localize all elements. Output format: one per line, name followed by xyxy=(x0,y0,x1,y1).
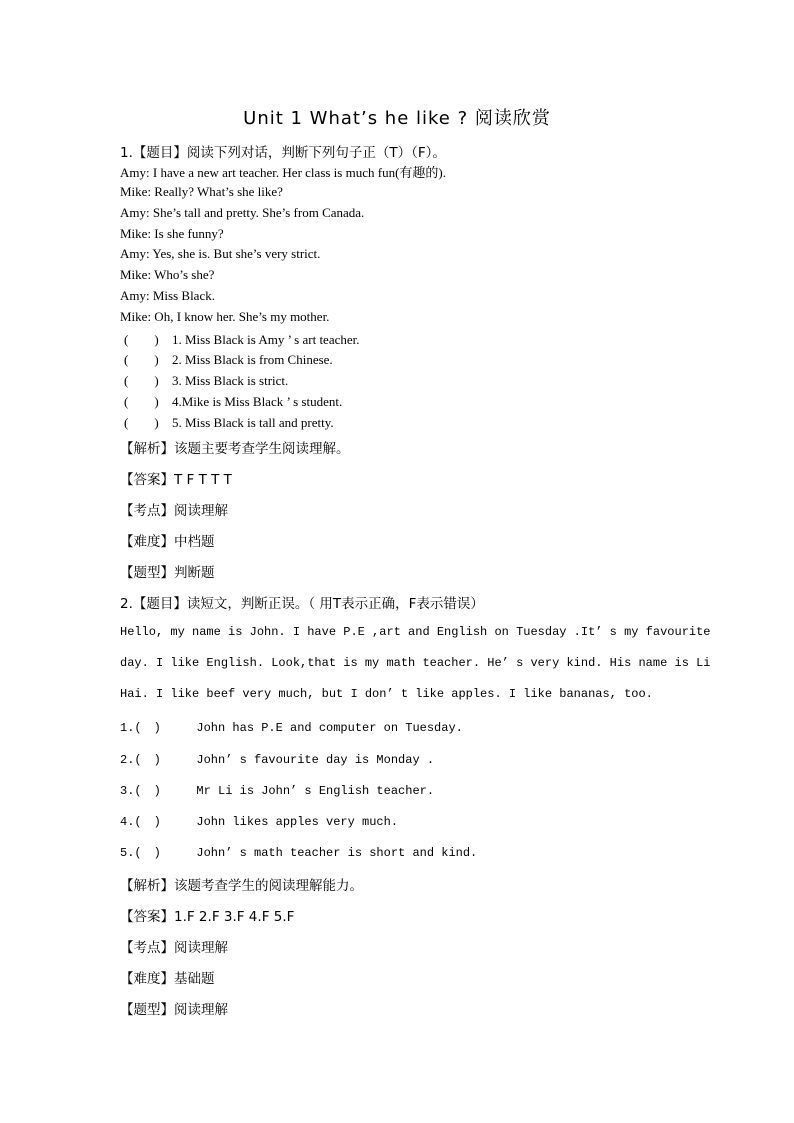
dialogue-line: Mike: Who’s she? xyxy=(120,267,215,282)
passage-line: Hello, my name is John. I have P.E ,art and English on Tuesday .It’ s my favourite xyxy=(120,625,711,639)
q1-difficulty: 【难度】中档题 xyxy=(120,534,215,550)
q1-statement: ( ) 3. Miss Black is strict. xyxy=(124,370,288,389)
dialogue-line: Mike: Is she funny? xyxy=(120,226,224,241)
dialogue-line: Amy: Miss Black. xyxy=(120,288,215,303)
answer-blank[interactable]: ( ) xyxy=(134,753,161,767)
passage-line: day. I like English. Look,that is my math teacher. He’ s very kind. His name is Li xyxy=(120,656,711,670)
dialogue-line: Amy: Yes, she is. But she’s very strict. xyxy=(120,246,321,261)
q2-type: 【题型】阅读理解 xyxy=(120,1002,228,1018)
q2-statement: 2.( ) John’ s favourite day is Monday . xyxy=(120,750,434,767)
q1-statement: ( ) 1. Miss Black is Amy ’ s art teacher. xyxy=(124,329,360,348)
q1-point: 【考点】阅读理解 xyxy=(120,503,228,519)
q1-analysis: 【解析】该题主要考查学生阅读理解。 xyxy=(120,441,350,457)
q2-analysis: 【解析】该题考查学生的阅读理解能力。 xyxy=(120,878,363,894)
q2-statement: 1.( ) John has P.E and computer on Tuesday. xyxy=(120,718,463,735)
answer-blank[interactable]: ( ) xyxy=(124,373,159,388)
q2-header: 2.【题目】读短文，判断正误。（ 用T表示正确，F表示错误） xyxy=(120,596,484,612)
q1-type: 【题型】判断题 xyxy=(120,565,215,581)
dialogue-line: Amy: I have a new art teacher. Her class is much fun(有趣的). xyxy=(120,165,446,180)
answer-blank[interactable]: ( ) xyxy=(134,784,161,798)
q2-statement: 3.( ) Mr Li is John’ s English teacher. xyxy=(120,781,434,798)
document-title: Unit 1 What’s he like ? 阅读欣赏 xyxy=(243,108,551,129)
q2-statement: 4.( ) John likes apples very much. xyxy=(120,812,398,829)
answer-blank[interactable]: ( ) xyxy=(124,352,159,367)
answer-blank[interactable]: ( ) xyxy=(124,332,159,347)
dialogue-line: Amy: She’s tall and pretty. She’s from Canada. xyxy=(120,205,365,220)
q1-header: 1.【题目】阅读下列对话，判断下列句子正（T）（F）。 xyxy=(120,145,446,161)
answer-blank[interactable]: ( ) xyxy=(134,846,161,860)
q2-statement: 5.( ) John’ s math teacher is short and kind. xyxy=(120,843,477,860)
answer-blank[interactable]: ( ) xyxy=(124,415,159,430)
answer-blank[interactable]: ( ) xyxy=(134,721,161,735)
q1-statement: ( ) 2. Miss Black is from Chinese. xyxy=(124,349,333,368)
answer-blank[interactable]: ( ) xyxy=(124,394,159,409)
passage-line: Hai. I like beef very much, but I don’ t like apples. I like bananas, too. xyxy=(120,687,653,701)
answer-blank[interactable]: ( ) xyxy=(134,815,161,829)
q2-difficulty: 【难度】基础题 xyxy=(120,971,215,987)
dialogue-line: Mike: Oh, I know her. She’s my mother. xyxy=(120,309,330,324)
q1-statement: ( ) 4.Mike is Miss Black ’ s student. xyxy=(124,391,342,410)
dialogue-line: Mike: Really? What’s she like? xyxy=(120,184,283,199)
q2-answer: 【答案】1.F 2.F 3.F 4.F 5.F xyxy=(120,909,295,925)
q2-point: 【考点】阅读理解 xyxy=(120,940,228,956)
q1-answer: 【答案】T F T T T xyxy=(120,472,232,488)
q1-statement: ( ) 5. Miss Black is tall and pretty. xyxy=(124,412,334,431)
